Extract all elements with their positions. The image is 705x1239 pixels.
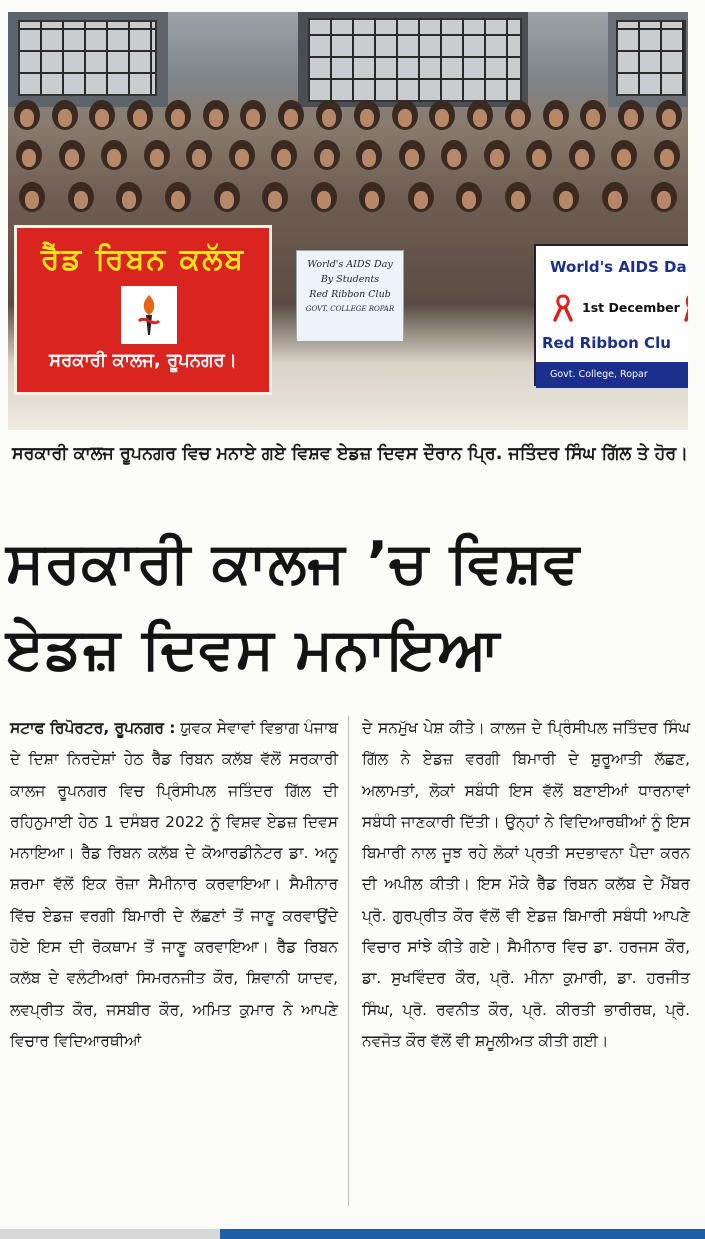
red-ribbon-club-label: Red Ribbon Clu [536, 334, 688, 352]
news-photo [8, 12, 688, 430]
red-ribbon-icon [552, 294, 574, 326]
crowd-row-middle [8, 140, 688, 170]
article-column-right [362, 713, 690, 1057]
window-grill-left [18, 20, 157, 96]
aids-day-date: 1st December [582, 300, 680, 315]
worlds-aids-day-banner [534, 244, 688, 386]
torch-logo-icon [121, 286, 177, 344]
article-body-part-1: ਯੁਵਕ ਸੇਵਾਵਾਂ ਵਿਭਾਗ ਪੰਜਾਬ ਦੇ ਦਿਸ਼ਾ ਨਿਰਦੇਸ਼ਾਂ ਹੇਠ ਰੈੱਡ ਰਿਬਨ ਕਲੱਬ ਵੱਲੋਂ ਸਰਕਾਰੀ ਕਾਲਜ ਰੂਪਨਗਰ ਵਿਚ ਪ੍ਰਿੰਸੀਪਲ ਜਤਿੰਦਰ ਗਿੱਲ ਦੀ ਰਹਿਨੁਮਾਈ ਹੇਠ 1 ਦਸੰਬਰ 2022 ਨੂੰ ਵਿਸ਼ਵ ਏਡਜ਼ ਦਿਵਸ ਮਨਾਇਆ। ਰੈੱਡ ਰਿਬਨ ਕਲੱਬ ਦੇ ਕੋਆਰਡੀਨੇਟਰ ਡਾ. ਅਨੂ ਸ਼ਰਮਾ ਵੱਲੋਂ ਇਕ ਰੋਜ਼ਾ ਸੈਮੀਨਾਰ ਕਰਵਾਇਆ। ਸੈਮੀਨਾਰ ਵਿੱਚ ਏਡਜ਼ ਵਰਗੀ ਬਿਮਾਰੀ ਦੇ ਲੱਛਣਾਂ ਤੋਂ ਜਾਣੂ ਕਰਵਾਉਂਦੇ ਹੋਏ ਇਸ ਦੀ ਰੋਕਥਾਮ ਤੋਂ ਜਾਣੂ ਕਰਵਾਇਆ। ਰੈੱਡ ਰਿਬਨ ਕਲੱਬ ਦੇ ਵਲੰਟੀਅਰਾਂ ਸਿਮਰਨਜੀਤ ਕੌਰ, ਸ਼ਿਵਾਨੀ ਯਾਦਵ, ਲਵਪ੍ਰੀਤ ਕੌਰ, ਜਸਬੀਰ ਕੌਰ, ਅਮਿਤ ਕੁਮਾਰ ਨੇ ਆਪਣੇ ਵਿਚਾਰ ਵਿਦਿਆਰਥੀਆਂ [10, 719, 338, 1050]
article-body-part-2: ਦੇ ਸਨਮੁੱਖ ਪੇਸ਼ ਕੀਤੇ। ਕਾਲਜ ਦੇ ਪ੍ਰਿੰਸੀਪਲ ਜਤਿੰਦਰ ਸਿੰਘ ਗਿੱਲ ਨੇ ਏਡਜ਼ ਵਰਗੀ ਬਿਮਾਰੀ ਦੇ ਸ਼ੁਰੂਆਤੀ ਲੱਛਣ, ਅਲਾਮਤਾਂ, ਲੋਕਾਂ ਸਬੰਧੀ ਇਸ ਵੱਲੋਂ ਬਣਾਈਆਂ ਧਾਰਨਾਵਾਂ ਸਬੰਧੀ ਜਾਣਕਾਰੀ ਦਿੱਤੀ। ਉਨ੍ਹਾਂ ਨੇ ਵਿਦਿਆਰਥੀਆਂ ਨੂੰ ਇਸ ਬਿਮਾਰੀ ਨਾਲ ਜੂਝ ਰਹੇ ਲੋਕਾਂ ਪ੍ਰਤੀ ਸਦਭਾਵਨਾ ਪੈਦਾ ਕਰਨ ਦੀ ਅਪੀਲ ਕੀਤੀ। ਇਸ ਮੌਕੇ ਰੈੱਡ ਰਿਬਨ ਕਲੱਬ ਦੇ ਮੈਂਬਰ ਪ੍ਰੋ. ਗੁਰਪ੍ਰੀਤ ਕੌਰ ਵੱਲੋਂ ਵੀ ਏਡਜ਼ ਬਿਮਾਰੀ ਸਬੰਧੀ ਆਪਣੇ ਵਿਚਾਰ ਸਾਂਝੇ ਕੀਤੇ ਗਏ। ਸੈਮੀਨਾਰ ਵਿਚ ਡਾ. ਹਰਜਸ ਕੌਰ, ਡਾ. ਸੁਖਵਿੰਦਰ ਕੌਰ, ਪ੍ਰੋ. ਮੀਨਾ ਕੁਮਾਰੀ, ਡਾ. ਹਰਜੀਤ ਸਿੰਘ, ਪ੍ਰੋ. ਰਵਨੀਤ ਕੌਰ, ਪ੍ਰੋ. ਕੀਰਤੀ ਭਾਰੀਰਥ, ਪ੍ਰੋ. ਨਵਜੋਤ ਕੌਰ ਵੱਲੋਂ ਵੀ ਸ਼ਮੂਲੀਅਤ ਕੀਤੀ ਗਈ। [362, 719, 690, 1050]
byline: ਸਟਾਫ ਰਿਪੋਰਟਰ, ਰੂਪਨਗਰ : [10, 719, 176, 737]
banner-title: ਰੈੱਡ ਰਿਬਨ ਕਲੱਬ [40, 242, 246, 277]
aids-day-title: World's AIDS Da [550, 258, 687, 276]
page-bottom-bar [0, 1229, 705, 1239]
placard-line-3: Red Ribbon Club [309, 289, 391, 300]
crowd-row-back [8, 100, 688, 130]
column-divider [348, 716, 349, 1206]
article-column-left [10, 713, 338, 1057]
headline-line-1: ਸਰਕਾਰੀ ਕਾਲਜ ’ਚ ਵਿਸ਼ਵ [6, 530, 581, 596]
red-ribbon-icon-right [684, 294, 688, 326]
placard-line-4: GOVT. COLLEGE ROPAR [305, 305, 395, 313]
bottom-bar-blue [220, 1229, 705, 1239]
headline-line-2: ਏਡਜ਼ ਦਿਵਸ ਮਨਾਇਆ [6, 616, 501, 682]
headline [6, 520, 701, 692]
bottom-bar-grey [0, 1229, 220, 1239]
handwritten-placard [296, 250, 404, 342]
placard-line-1: World's AIDS Day [307, 259, 393, 270]
college-footer-strip: Govt. College, Ropar [536, 362, 688, 388]
banner-subtitle: ਸਰਕਾਰੀ ਕਾਲਜ, ਰੂਪਨਗਰ। [49, 350, 237, 371]
red-ribbon-club-banner [14, 225, 272, 395]
photo-caption: ਸਰਕਾਰੀ ਕਾਲਜ ਰੂਪਨਗਰ ਵਿਚ ਮਨਾਏ ਗਏ ਵਿਸ਼ਵ ਏਡਜ਼ ਦਿਵਸ ਦੌਰਾਨ ਪ੍ਰਿ. ਜਤਿੰਦਰ ਸਿੰਘ ਗਿੱਲ ਤੇ ਹੋਰ। [12, 444, 689, 464]
window-grill-right [616, 20, 686, 96]
window-grill-center [308, 18, 522, 102]
crowd-row-front [8, 182, 688, 212]
placard-line-2: By Students [320, 274, 380, 285]
